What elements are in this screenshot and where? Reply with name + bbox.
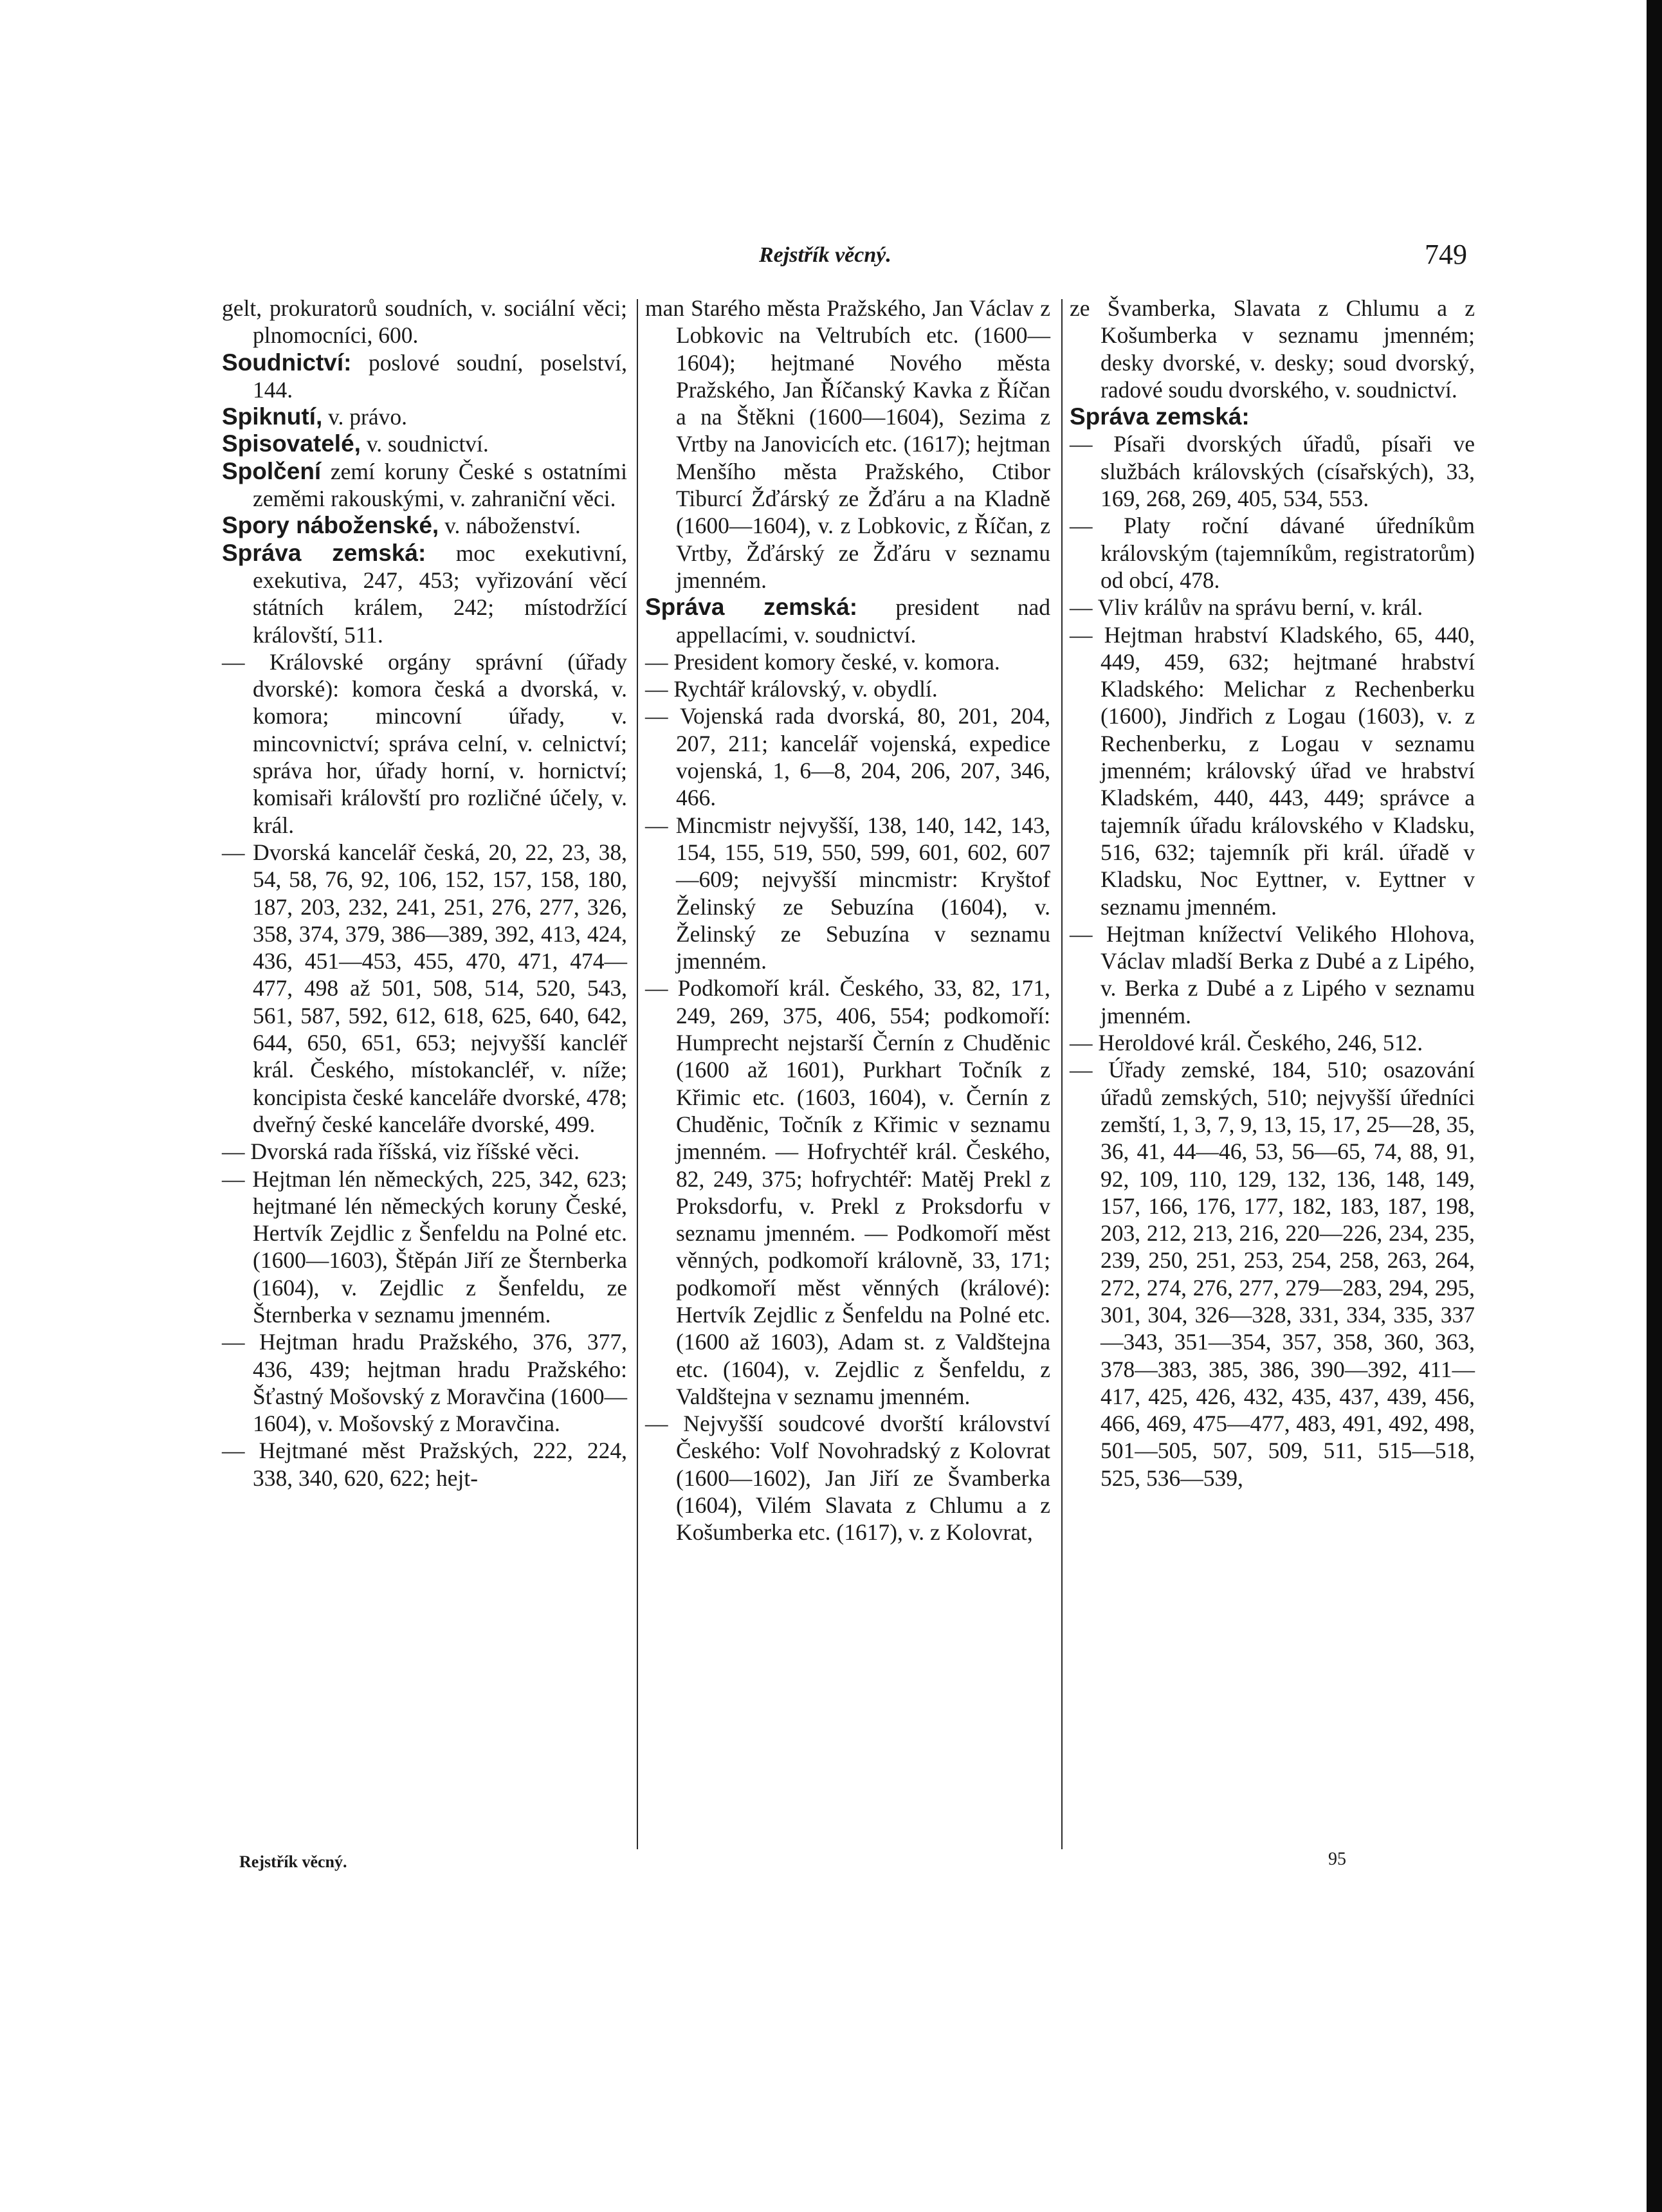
entry-text: — Dvorská kancelář česká, 20, 22, 23, 38, 54, 58, 76, 92, 106, 152, 157, 158, 180, 187, 203, 232, 241, 251, 276, 277, 326, 358, 374, 379, 386—389, 392, 413, 424, 436, 451—453, 455, 470, 471, 474—477, 498 až 501, 508, 514, 520, 543, 561, 587, 592, 612, 618, 625, 640, 642, 644, 650, 651, 653; nejvyšší kancléř král. Českého, místokancléř, v. níže; koncipista české kanceláře dvorské, 478; dveřný české kanceláře dvorské, 499. <box>222 839 627 1137</box>
entry-text: man Starého města Pražského, Jan Václav z Lobkovic na Veltrubích etc. (1600—1604); hejtmané Nového města Pražského, Jan Říčanský Kavka z Říčan a na Štěkni (1600—1604), Sezima z Vrtby na Janovicích etc. (1617); hejtman Menšího města Pražského, Ctibor Tiburcí Žďárský ze Žďáru a na Kladně (1600—1604), v. z Lobkovic, z Říčan, z Vrtby, Žďárský ze Žďáru v seznamu jmenném. <box>645 295 1050 593</box>
index-entry <box>645 702 1050 811</box>
entry-text: — Podkomoří král. Českého, 33, 82, 171, 249, 269, 375, 406, 554; podkomoří: Humprecht nejstarší Černín z Chuděnic (1600 až 1601), Purkhart Točník z Křimic etc. (1603, 1604), v. Černín z Chuděnic, Točník z Křimic v seznamu jmenném. — Hofrychtéř král. Českého, 82, 249, 375; hofrychtéř: Matěj Prekl z Proksdorfu, v. Prekl z Proksdorfu v seznamu jmenném. — Podkomoří měst věnných, podkomoří královně, 33, 171; podkomoří měst věnných (králové): Hertvík Zejdlic z Šenfeldu na Polné etc. (1600 až 1603), Adam st. z Valdštejna etc. (1604), v. Zejdlic z Šenfeldu, z Valdštejna v seznamu jmenném. <box>645 975 1050 1409</box>
entry-text: — Rychtář královský, v. obydlí. <box>645 676 938 702</box>
index-entry <box>222 1328 627 1437</box>
entry-text: moc exekutivní, exekutiva, 247, 453; vyřizování věcí státních králem, 242; místodržící královští, 511. <box>253 540 627 648</box>
entry-text: — Hejtman knížectví Velikého Hlohova, Václav mladší Berka z Dubé a z Lipého, v. Berka z Dubé a z Lipého v seznamu jmenném. <box>1070 920 1475 1028</box>
index-entry <box>222 540 627 648</box>
index-entry <box>1070 1029 1475 1056</box>
scan-edge <box>1647 0 1662 2212</box>
entry-text: — Hejtman hrabství Kladského, 65, 440, 449, 459, 632; hejtmané hrabství Kladského: Melichar z Rechenberku (1600), Jindřich z Logau (1603), v. z Rechenberku, z Logau v seznamu jmenném; královský úřad ve hrabství Kladském, 440, 443, 449; správce a tajemník úřadu královského v Kladsku, 516, 632; tajemník při král. úřadě v Kladsku, Noc Eyttner, v. Eyttner v seznamu jmenném. <box>1070 621 1475 920</box>
entry-text: — Vojenská rada dvorská, 80, 201, 204, 207, 211; kancelář vojenská, expedice vojenská, 1, 6—8, 204, 206, 207, 346, 466. <box>645 703 1050 811</box>
index-entry <box>222 295 627 349</box>
entry-headword: Spory náboženské, <box>222 512 439 539</box>
index-entry <box>222 839 627 1138</box>
entry-text: poslové soudní, poselství, 144. <box>253 349 627 403</box>
index-entry <box>1070 920 1475 1029</box>
index-entry <box>1070 621 1475 920</box>
index-entry <box>1070 403 1475 430</box>
entry-headword: Správa zemská: <box>222 539 426 566</box>
index-column-3 <box>1070 295 1475 1492</box>
entry-headword: Správa zemská: <box>1070 403 1250 430</box>
index-entry <box>222 1165 627 1329</box>
index-entry <box>1070 430 1475 512</box>
entry-text: — Heroldové král. Českého, 246, 512. <box>1070 1030 1423 1056</box>
entry-text: — Hejtman lén německých, 225, 342, 623; hejtmané lén německých koruny České, Hertvík Zejdlic z Šenfeldu na Polné etc. (1600—1603), Štěpán Jiří ze Šternberka (1604), v. Zejdlic z Šenfeldu, ze Šternberka v seznamu jmenném. <box>222 1165 627 1328</box>
entry-text: gelt, prokuratorů soudních, v. sociální věci; plnomocníci, 600. <box>222 295 627 349</box>
index-entry <box>645 1410 1050 1546</box>
entry-text: — Písaři dvorských úřadů, písaři ve službách královských (císařských), 33, 169, 268, 269, 405, 534, 553. <box>1070 431 1475 512</box>
page-number: 749 <box>1425 239 1467 270</box>
index-entry <box>222 1437 627 1492</box>
index-entry <box>645 812 1050 975</box>
index-entry <box>645 648 1050 675</box>
index-entry <box>222 403 627 430</box>
entry-headword: Spiknutí, <box>222 403 323 430</box>
entry-text: president nad appellacími, v. soudnictví. <box>676 594 1050 648</box>
entry-text: — Úřady zemské, 184, 510; osazování úřadů zemských, 510; nejvyšší úředníci zemští, 1, 3, 7, 9, 13, 15, 17, 25—28, 35, 36, 41, 44—46, 53, 56—65, 74, 88, 91, 92, 109, 110, 129, 132, 136, 148, 149, 157, 166, 176, 177, 182, 183, 187, 198, 203, 212, 213, 216, 220—226, 234, 235, 239, 250, 251, 253, 254, 258, 263, 264, 272, 274, 276, 277, 279—283, 294, 295, 301, 304, 326—328, 331, 334, 335, 337—343, 351—354, 357, 358, 360, 363, 378—383, 385, 386, 390—392, 411—417, 425, 426, 432, 435, 437, 439, 456, 466, 469, 475—477, 483, 491, 492, 498, 501—505, 507, 509, 511, 515—518, 525, 536—539, <box>1070 1057 1475 1491</box>
footer-title: Rejstřík věcný. <box>239 1852 347 1871</box>
index-entry <box>222 512 627 539</box>
index-entry <box>1070 295 1475 403</box>
entry-text: — Platy roční dávané úředníkům královským (tajemníkům, registratorům) od obcí, 478. <box>1070 513 1475 593</box>
entry-text: — Královské orgány správní (úřady dvorské): komora česká a dvorská, v. komora; mincovní úřady, v. mincovnictví; správa celní, v. celnictví; správa hor, úřady horní, v. hornictví; komisaři královští pro rozličné účely, v. král. <box>222 648 627 838</box>
entry-text: v. soudnictví. <box>360 431 489 457</box>
index-entry <box>1070 512 1475 594</box>
index-entry <box>645 675 1050 702</box>
entry-text: — Hejtman hradu Pražského, 376, 377, 436, 439; hejtman hradu Pražského: Šťastný Mošovský z Moravčina (1600—1604), v. Mošovský z Moravčina. <box>222 1329 627 1437</box>
index-entry <box>645 594 1050 648</box>
entry-headword: Spisovatelé, <box>222 430 361 457</box>
index-entry <box>222 1138 627 1165</box>
entry-text: — Vliv králův na správu berní, v. král. <box>1070 594 1423 621</box>
index-entry <box>222 458 627 513</box>
entry-text: — Nejvyšší soudcové dvorští království Českého: Volf Novohradský z Kolovrat (1600—1602), Jan Jiří ze Švamberka (1604), Vilém Slavata z Chlumu a z Košumberka etc. (1617), v. z Kolovrat, <box>645 1411 1050 1546</box>
entry-headword: Spolčení <box>222 457 322 484</box>
entry-text: — Dvorská rada říšská, viz říšské věci. <box>222 1138 580 1165</box>
index-entry <box>222 430 627 457</box>
index-entry <box>222 648 627 839</box>
entry-text: — President komory české, v. komora. <box>645 648 1000 675</box>
entry-text: ze Švamberka, Slavata z Chlumu a z Košumberka v seznamu jmenném; desky dvorské, v. desky; soud dvorský, radové soudu dvorského, v. soudnictví. <box>1070 295 1475 403</box>
entry-text: v. právo. <box>322 404 408 430</box>
entry-text: zemí koruny České s ostatními zeměmi rakouskými, v. zahraniční věci. <box>253 458 627 512</box>
signature-mark: 95 <box>1328 1849 1346 1869</box>
entry-text: v. náboženství. <box>439 513 581 539</box>
column-rule <box>637 299 638 1849</box>
index-entry <box>1070 594 1475 621</box>
entry-text: — Hejtmané měst Pražských, 222, 224, 338, 340, 620, 622; hejt- <box>222 1438 627 1491</box>
index-column-1 <box>222 295 627 1492</box>
index-entry <box>1070 1056 1475 1492</box>
entry-headword: Správa zemská: <box>645 594 858 621</box>
index-entry <box>645 295 1050 594</box>
running-head: Rejstřík věcný. <box>759 243 891 267</box>
entry-headword: Soudnictví: <box>222 349 352 376</box>
index-entry <box>645 974 1050 1410</box>
entry-text: — Mincmistr nejvyšší, 138, 140, 142, 143, 154, 155, 519, 550, 599, 601, 602, 607—609; nejvyšší mincmistr: Kryštof Želinský ze Sebuzína (1604), v. Želinský ze Sebuzína v seznamu jmenném. <box>645 812 1050 974</box>
column-rule <box>1061 299 1063 1849</box>
index-column-2 <box>645 295 1050 1546</box>
index-entry <box>222 349 627 404</box>
